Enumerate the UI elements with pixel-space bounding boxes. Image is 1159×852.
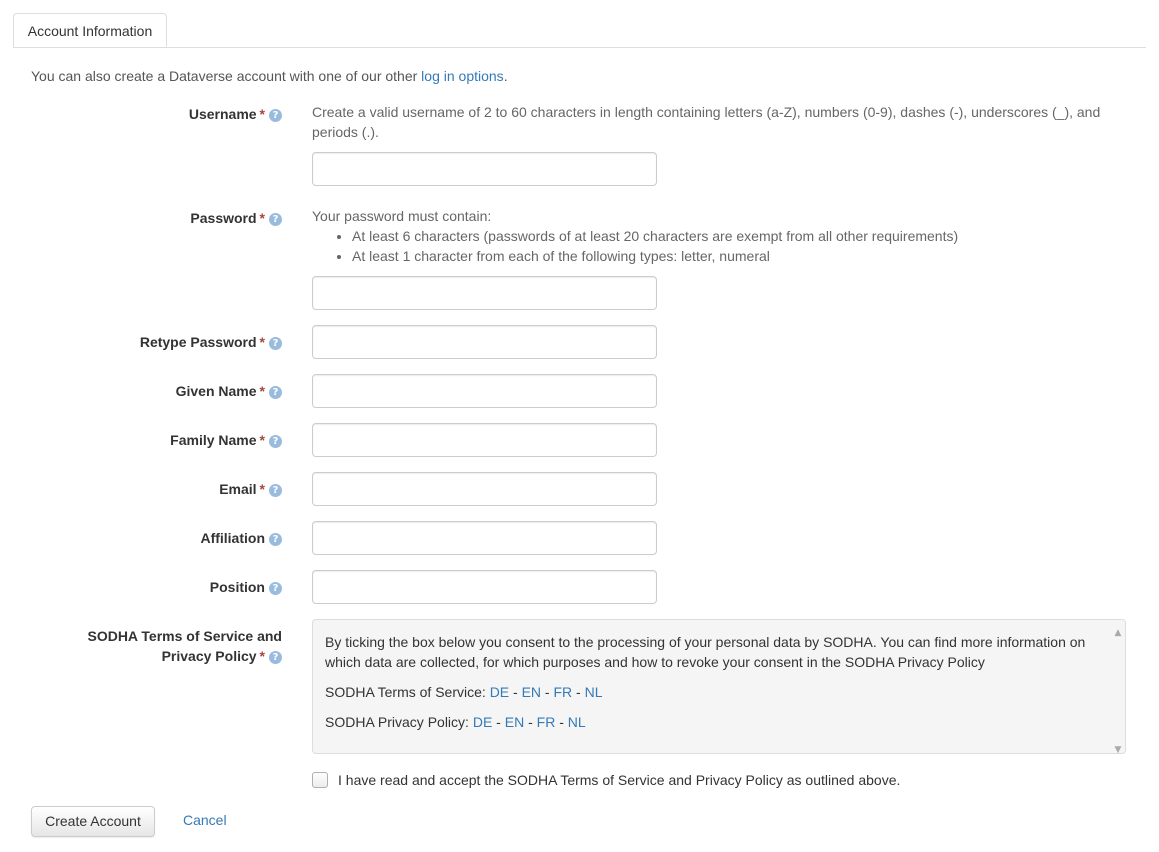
accept-terms-checkbox[interactable]: [312, 772, 328, 788]
privacy-link-de[interactable]: DE: [472, 714, 493, 730]
privacy-policy-label: SODHA Privacy Policy:: [325, 714, 473, 730]
create-account-button[interactable]: Create Account: [31, 806, 155, 837]
log-in-options-link[interactable]: log in options: [421, 68, 504, 84]
password-label: [190, 208, 282, 228]
help-icon[interactable]: ?: [269, 213, 282, 226]
username-help: [312, 102, 1122, 142]
required-mark: *: [259, 106, 265, 122]
retype-password-label: [140, 332, 282, 352]
help-icon[interactable]: ?: [269, 582, 282, 595]
affiliation-input[interactable]: [312, 521, 657, 555]
terms-scroll-box[interactable]: [312, 619, 1126, 754]
family-name-label: [170, 430, 282, 450]
affiliation-label: [200, 528, 282, 548]
email-label-text: Email: [219, 481, 257, 497]
retype-password-input[interactable]: [312, 325, 657, 359]
tab-account-information[interactable]: Account Information: [13, 13, 167, 47]
tos-link-en[interactable]: EN: [521, 684, 542, 700]
help-icon[interactable]: ?: [269, 435, 282, 448]
tos-link-de[interactable]: DE: [489, 684, 510, 700]
given-name-label: [176, 381, 282, 401]
position-label: [210, 577, 282, 597]
accept-terms-row: [312, 772, 900, 788]
password-input[interactable]: [312, 276, 657, 310]
username-label-text: Username: [188, 106, 257, 122]
tos-link-nl[interactable]: NL: [584, 684, 603, 700]
separator: -: [492, 714, 505, 730]
scroll-down-icon[interactable]: ▼: [1114, 745, 1122, 755]
required-mark: *: [259, 210, 265, 226]
help-icon[interactable]: ?: [269, 337, 282, 350]
required-mark: *: [259, 648, 265, 664]
help-icon[interactable]: ?: [269, 484, 282, 497]
username-help-line2: periods (.).: [312, 124, 379, 140]
intro-text-start: You can also create a Dataverse account with one of our other: [31, 68, 422, 84]
help-icon[interactable]: ?: [269, 533, 282, 546]
privacy-link-fr[interactable]: FR: [536, 714, 556, 730]
family-name-label-text: Family Name: [170, 432, 257, 448]
terms-label-line2-row: [87, 646, 282, 666]
help-icon[interactable]: ?: [269, 386, 282, 399]
terms-consent-text: By ticking the box below you consent to the processing of your personal data by SODHA. You can find more information on which data are collected, for which purposes and how to revoke your consent in the SODHA Privacy Policy: [325, 634, 1086, 670]
password-rule: • At least 6 characters (passwords of at least 20 characters are exempt from all other requirements): [352, 226, 958, 246]
required-mark: *: [259, 383, 265, 399]
terms-label-line1: SODHA Terms of Service and: [87, 628, 282, 644]
affiliation-label-text: Affiliation: [200, 530, 265, 546]
terms-of-service-row: [325, 682, 1095, 702]
retype-password-label-text: Retype Password: [139, 334, 257, 350]
username-help-line1: Create a valid username of 2 to 60 characters in length containing letters (a-Z), numbers (0-9), dashes (-), underscores (_), and: [312, 104, 1101, 120]
tabs-divider: [13, 47, 1146, 48]
privacy-policy-row: [325, 712, 1095, 732]
required-mark: *: [259, 432, 265, 448]
position-input[interactable]: [312, 570, 657, 604]
terms-label: [87, 626, 282, 666]
email-input[interactable]: [312, 472, 657, 506]
help-icon[interactable]: ?: [269, 109, 282, 122]
username-input[interactable]: [312, 152, 657, 186]
required-mark: *: [259, 334, 265, 350]
email-label: [219, 479, 282, 499]
separator: -: [524, 714, 537, 730]
family-name-input[interactable]: [312, 423, 657, 457]
required-mark: *: [259, 481, 265, 497]
separator: -: [541, 684, 554, 700]
password-rules-list: [312, 226, 958, 266]
privacy-link-en[interactable]: EN: [504, 714, 525, 730]
privacy-link-nl[interactable]: NL: [567, 714, 586, 730]
separator: -: [572, 684, 585, 700]
password-label-text: Password: [190, 210, 257, 226]
cancel-link[interactable]: Cancel: [183, 812, 227, 828]
terms-label-line2: Privacy Policy: [161, 648, 257, 664]
given-name-label-text: Given Name: [175, 383, 257, 399]
username-label: [189, 104, 282, 124]
separator: -: [555, 714, 568, 730]
given-name-input[interactable]: [312, 374, 657, 408]
password-rule: • At least 1 character from each of the following types: letter, numeral: [352, 246, 958, 266]
terms-of-service-label: SODHA Terms of Service:: [325, 684, 490, 700]
accept-terms-label: I have read and accept the SODHA Terms of Service and Privacy Policy as outlined above.: [338, 772, 901, 788]
intro-text: [31, 68, 508, 84]
scroll-up-icon[interactable]: ▲: [1114, 628, 1122, 638]
intro-text-end: .: [503, 68, 508, 84]
tos-link-fr[interactable]: FR: [553, 684, 573, 700]
help-icon[interactable]: ?: [269, 651, 282, 664]
separator: -: [509, 684, 522, 700]
password-help: Your password must contain:: [312, 208, 492, 224]
position-label-text: Position: [209, 579, 265, 595]
